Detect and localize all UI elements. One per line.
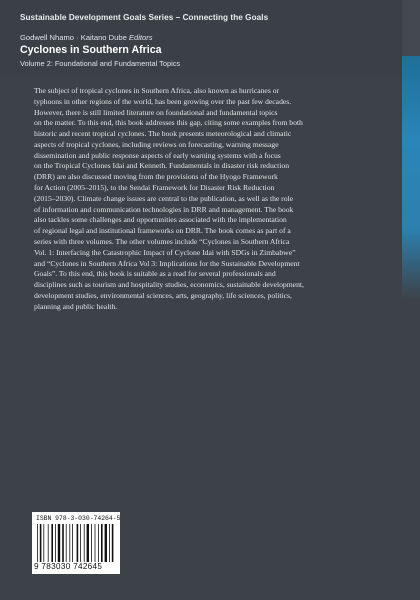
description-line: development studies, environmental sciences, arts, geography, life sciences, politics, bbox=[34, 290, 292, 300]
description-line: and “Cyclones in Southern Africa Vol 3: Implications for the Sustainable Development bbox=[34, 258, 300, 268]
isbn-barcode-box bbox=[32, 512, 120, 574]
barcode-digits: 9 783030 742645 bbox=[34, 562, 103, 571]
description-line: of regional legal and institutional frameworks on DRR. The book comes as part of a bbox=[34, 226, 291, 236]
description-line: Vol. 1: Interfacing the Catastrophic Impact of Cyclone Idai with SDGs in Zimbabwe” bbox=[34, 247, 296, 257]
editors-line bbox=[20, 33, 153, 42]
description-line: series with three volumes. The other volumes include “Cyclones in Southern Africa bbox=[34, 236, 290, 246]
description-line: on the matter. To this end, this book addresses this gap, citing some examples from both bbox=[34, 118, 303, 128]
book-title: Cyclones in Southern Africa bbox=[20, 44, 162, 56]
description-line: planning and public health. bbox=[34, 301, 118, 311]
description-line: aspects of tropical cyclones, including reviews on forecasting, warning message bbox=[34, 139, 279, 149]
description-line: disciplines such as tourism and hospitality studies, economics, sustainable development, bbox=[34, 280, 304, 290]
editors-role: Editors bbox=[128, 33, 153, 42]
spine-color-strip bbox=[402, 0, 420, 600]
description-line: (2015–2030). Climate change issues are central to the publication, as well as the role bbox=[34, 193, 294, 203]
description-line: Goals”. To this end, this book is suitable as a read for several professionals and bbox=[34, 269, 276, 279]
description-line: for Action (2005–2015), to the Sendai Framework for Disaster Risk Reduction bbox=[34, 183, 275, 193]
barcode-icon bbox=[36, 524, 116, 562]
description-line: (DRR) are also discussed moving from the provisions of the Hyogo Framework bbox=[34, 172, 278, 182]
volume-subtitle: Volume 2: Foundational and Fundamental Topics bbox=[20, 59, 181, 68]
description-line: historic and recent tropical cyclones. The book presents meteorological and climatic bbox=[34, 129, 292, 139]
series-title: Sustainable Development Goals Series – Connecting the Goals bbox=[20, 13, 269, 22]
editors-names: Godwell Nhamo · Kaitano Dube bbox=[20, 33, 127, 42]
description-line: However, there is still limited literature on foundational and fundamental topics bbox=[34, 107, 278, 117]
book-description bbox=[34, 86, 364, 312]
isbn-label: ISBN 978-3-030-74264-5 bbox=[36, 515, 121, 522]
description-line: dissemination and public response aspects of early warning systems with a focus bbox=[34, 150, 281, 160]
description-line: also tackles some challenges and opportunities associated with the implementation bbox=[34, 215, 287, 225]
description-line: of information and communication technologies in DRR and management. The book bbox=[34, 204, 294, 214]
description-line: The subject of tropical cyclones in Southern Africa, also known as hurricanes or bbox=[34, 86, 280, 95]
description-line: on the Tropical Cyclones Idai and Kenneth. Fundamentals in disaster risk reduction bbox=[34, 161, 290, 171]
description-line: typhoons in other regions of the world, has been growing over the past few decades. bbox=[34, 96, 292, 106]
